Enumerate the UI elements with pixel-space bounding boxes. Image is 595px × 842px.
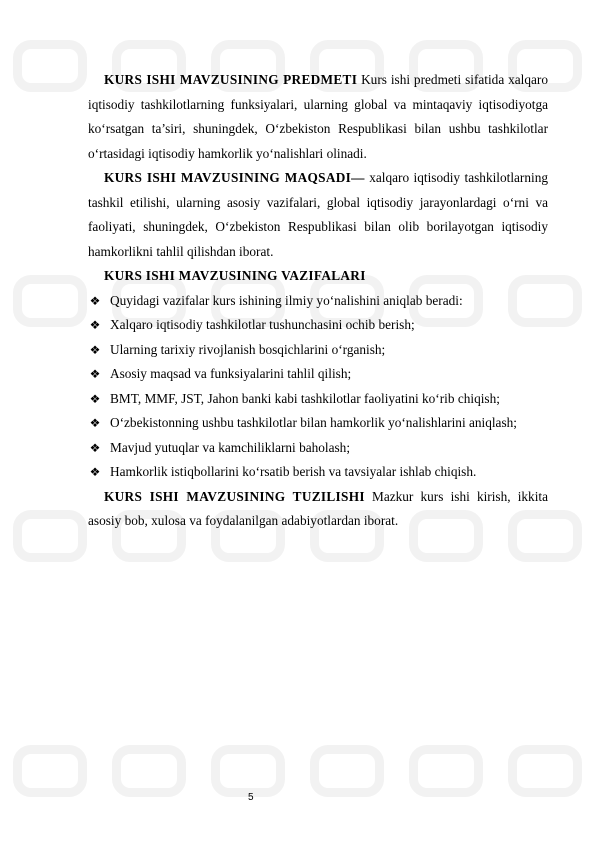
page-number: 5 (248, 792, 254, 803)
tasks-list (88, 289, 548, 485)
diamond-bullet-icon: ❖ (89, 367, 101, 381)
list-item (88, 362, 548, 387)
list-item-text: Asosiy maqsad va funksiyalarini tahlil qilish; (110, 366, 352, 381)
list-item (88, 313, 548, 338)
watermark-shape (13, 275, 87, 327)
diamond-bullet-icon: ❖ (89, 342, 101, 357)
list-item-text: Mavjud yutuqlar va kamchiliklarni baholash; (110, 439, 351, 455)
subject-heading: KURS ISHI MAVZUSINING PREDMETI (104, 72, 358, 87)
diamond-bullet-icon: ❖ (89, 440, 101, 455)
structure-text: Mazkur kurs ishi kirish, ikkita asosiy bob, xulosa va foydalanilgan adabiyotlardan iborat. (88, 488, 548, 528)
watermark-shape (211, 745, 285, 797)
tasks-heading (88, 264, 548, 289)
diamond-bullet-icon: ❖ (89, 318, 101, 332)
goal-dash: — (351, 170, 365, 185)
structure-heading: KURS ISHI MAVZUSINING TUZILISHI (104, 488, 365, 504)
diamond-bullet-icon: ❖ (89, 465, 101, 479)
list-item (88, 289, 548, 314)
goal-text: xalqaro iqtisodiy tashkilotlarning tashkil etilishi, ularning asosiy vazifalari, global iqtisodiy jarayonlardagi o‘rni va faoliyati, shuningdek, O‘zbekiston Respublikasi bilan olib borilayotgan iqtisodiy hamkorlikni tahlil qilishdan iborat. (88, 170, 548, 259)
watermark-shape (409, 745, 483, 797)
watermark-shape (13, 40, 87, 92)
list-item (88, 436, 548, 461)
tasks-heading-text: KURS ISHI MAVZUSINING VAZIFALARI (104, 268, 366, 283)
subject-paragraph (88, 68, 548, 166)
list-item-text: BMT, MMF, JST, Jahon banki kabi tashkilotlar faoliyatini ko‘rib chiqish; (110, 390, 500, 406)
document-body (88, 68, 548, 534)
list-item-text: Ularning tarixiy rivojlanish bosqichlarini o‘rganish; (110, 341, 386, 357)
structure-paragraph (88, 485, 548, 534)
diamond-bullet-icon: ❖ (89, 293, 101, 308)
goal-paragraph (88, 166, 548, 264)
watermark-shape (13, 510, 87, 562)
list-item (88, 387, 548, 412)
list-item (88, 338, 548, 363)
list-item-text: Quyidagi vazifalar kurs ishining ilmiy yo‘nalishini aniqlab beradi: (110, 292, 463, 308)
diamond-bullet-icon: ❖ (89, 416, 101, 430)
goal-heading: KURS ISHI MAVZUSINING MAQSADI (104, 170, 352, 185)
list-item (88, 460, 548, 485)
watermark-shape (112, 745, 186, 797)
list-item-text: O‘zbekistonning ushbu tashkilotlar bilan hamkorlik yo‘nalishlarini aniqlash; (110, 415, 517, 430)
list-item-text: Hamkorlik istiqbollarini ko‘rsatib berish va tavsiyalar ishlab chiqish. (110, 464, 477, 479)
list-item (88, 411, 548, 436)
watermark-shape (310, 745, 384, 797)
subject-text: Kurs ishi predmeti sifatida xalqaro iqtisodiy tashkilotlarning funksiyalari, ularning global va mintaqaviy iqtisodiyotga ko‘rsatgan ta’siri, shuningdek, O‘zbekiston Respublikasi bilan ushbu tashkilotlar o‘rtasidagi iqtisodiy hamkorlik yo‘nalishlari olinadi. (88, 72, 548, 161)
watermark-shape (508, 745, 582, 797)
list-item-text: Xalqaro iqtisodiy tashkilotlar tushunchasini ochib berish; (110, 317, 415, 332)
diamond-bullet-icon: ❖ (89, 391, 101, 406)
watermark-shape (13, 745, 87, 797)
watermark-row (0, 745, 595, 805)
